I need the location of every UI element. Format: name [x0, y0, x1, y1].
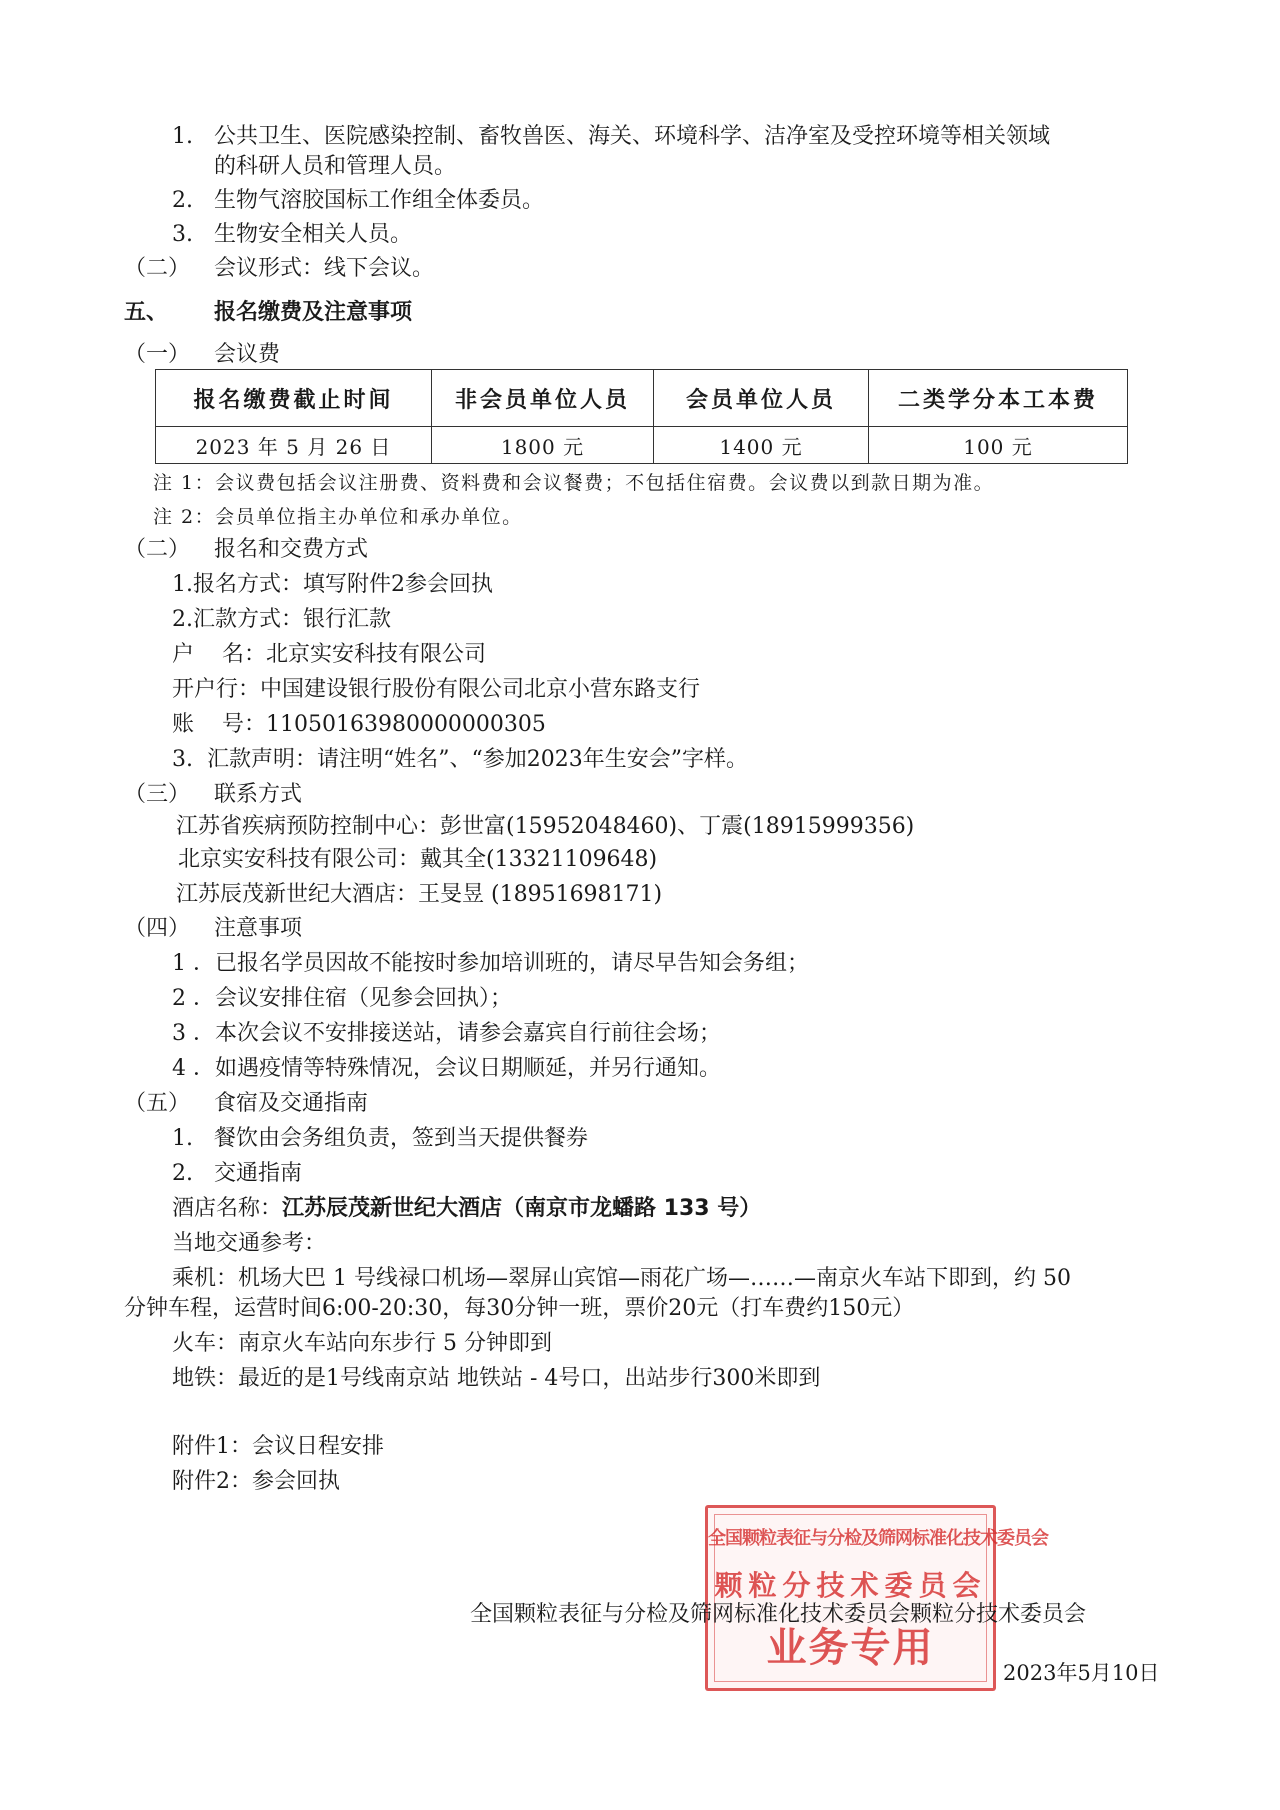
traffic-plane-cont: 分钟车程，运营时间6:00-20:30，每30分钟一班，票价20元（打车费约150元） [124, 1296, 915, 1321]
subsection-heading: （五） 食宿及交通指南 [124, 1091, 369, 1116]
contact-line: 江苏省疾病预防控制中心：彭世富(15952048460)、丁震(18915999356) [176, 814, 915, 839]
traffic-label: 当地交通参考： [172, 1231, 327, 1256]
contact-line: 北京实安科技有限公司：戴其全(13321109648) [178, 847, 658, 872]
list-item-continuation: 的科研人员和管理人员。 [214, 154, 457, 179]
subsection-heading: （四） 注意事项 [124, 916, 303, 941]
hotel-name: 酒店名称：江苏辰茂新世纪大酒店（南京市龙蟠路 133 号） [172, 1196, 762, 1221]
list-item: 2. 生物气溶胶国标工作组全体委员。 [172, 188, 545, 213]
traffic-metro: 地铁：最近的是1号线南京站 地铁站 - 4号口，出站步行300米即到 [172, 1366, 821, 1391]
lodging-item: 1. 餐饮由会务组负责，签到当天提供餐券 [172, 1126, 588, 1151]
seal-text-line: 颗粒分技术委员会 [714, 1569, 987, 1602]
section-heading: 五、 报名缴费及注意事项 [124, 300, 413, 325]
payment-line: 1.报名方式：填写附件2参会回执 [172, 572, 493, 597]
notice-item: 4 ．如遇疫情等特殊情况，会议日期顺延，并另行通知。 [172, 1056, 721, 1081]
payment-line: 开户行：中国建设银行股份有限公司北京小营东路支行 [172, 677, 701, 702]
signature-date: 2023年5月10日 [1003, 1661, 1160, 1685]
subsection-heading: （二） 报名和交费方式 [124, 537, 369, 562]
notice-item: 3 ．本次会议不安排接送站，请参会嘉宾自行前往会场； [172, 1021, 721, 1046]
payment-line: 3. 汇款声明：请注明“姓名”、“参加2023年生安会”字样。 [172, 747, 748, 772]
table-header-row [156, 370, 1128, 427]
table-cell: 1400 元 [654, 427, 869, 464]
table-row [156, 427, 1128, 464]
traffic-train: 火车：南京火车站向东步行 5 分钟即到 [172, 1331, 552, 1356]
list-item: 1. 公共卫生、医院感染控制、畜牧兽医、海关、环境科学、洁净室及受控环境等相关领域 [172, 124, 1051, 149]
notice-item: 1 ．已报名学员因故不能按时参加培训班的，请尽早告知会务组； [172, 951, 809, 976]
signature-org: 全国颗粒表征与分检及筛网标准化技术委员会颗粒分技术委员会 [470, 1602, 1087, 1627]
fee-table [155, 369, 1128, 464]
fee-note-2: 注 2：会员单位指主办单位和承办单位。 [153, 506, 523, 528]
meeting-form: （二） 会议形式：线下会议。 [124, 256, 435, 281]
payment-line: 账 号：11050163980000000305 [172, 712, 546, 737]
fee-note-1: 注 1：会议费包括会议注册费、资料费和会议餐费；不包括住宿费。会议费以到款日期为准。 [153, 472, 995, 494]
table-header-cell: 报名缴费截止时间 [156, 370, 432, 427]
lodging-item: 2. 交通指南 [172, 1161, 302, 1186]
contact-line: 江苏辰茂新世纪大酒店：王旻昱 (18951698171) [176, 882, 663, 907]
table-header-cell: 二类学分本工本费 [869, 370, 1128, 427]
table-cell: 100 元 [869, 427, 1128, 464]
table-header-cell: 非会员单位人员 [432, 370, 654, 427]
attachment-item: 附件2：参会回执 [172, 1469, 340, 1494]
attachment-item: 附件1：会议日程安排 [172, 1434, 384, 1459]
table-cell: 2023 年 5 月 26 日 [156, 427, 432, 464]
table-cell: 1800 元 [432, 427, 654, 464]
traffic-plane: 乘机：机场大巴 1 号线禄口机场—翠屏山宾馆—雨花广场—……—南京火车站下即到，约 50 [172, 1266, 1071, 1291]
seal-text-line: 全国颗粒表征与分检及筛网标准化技术委员会 [708, 1528, 1048, 1549]
subsection-heading: （三） 联系方式 [124, 782, 303, 807]
subsection-heading: （一） 会议费 [124, 342, 281, 367]
notice-item: 2 ．会议安排住宿（见参会回执）； [172, 986, 512, 1011]
list-item: 3. 生物安全相关人员。 [172, 222, 413, 247]
official-seal [705, 1505, 1048, 1691]
payment-line: 2.汇款方式：银行汇款 [172, 607, 391, 632]
payment-line: 户 名：北京实安科技有限公司 [172, 642, 486, 667]
seal-text-line: 业务专用 [766, 1625, 935, 1671]
table-header-cell: 会员单位人员 [654, 370, 869, 427]
